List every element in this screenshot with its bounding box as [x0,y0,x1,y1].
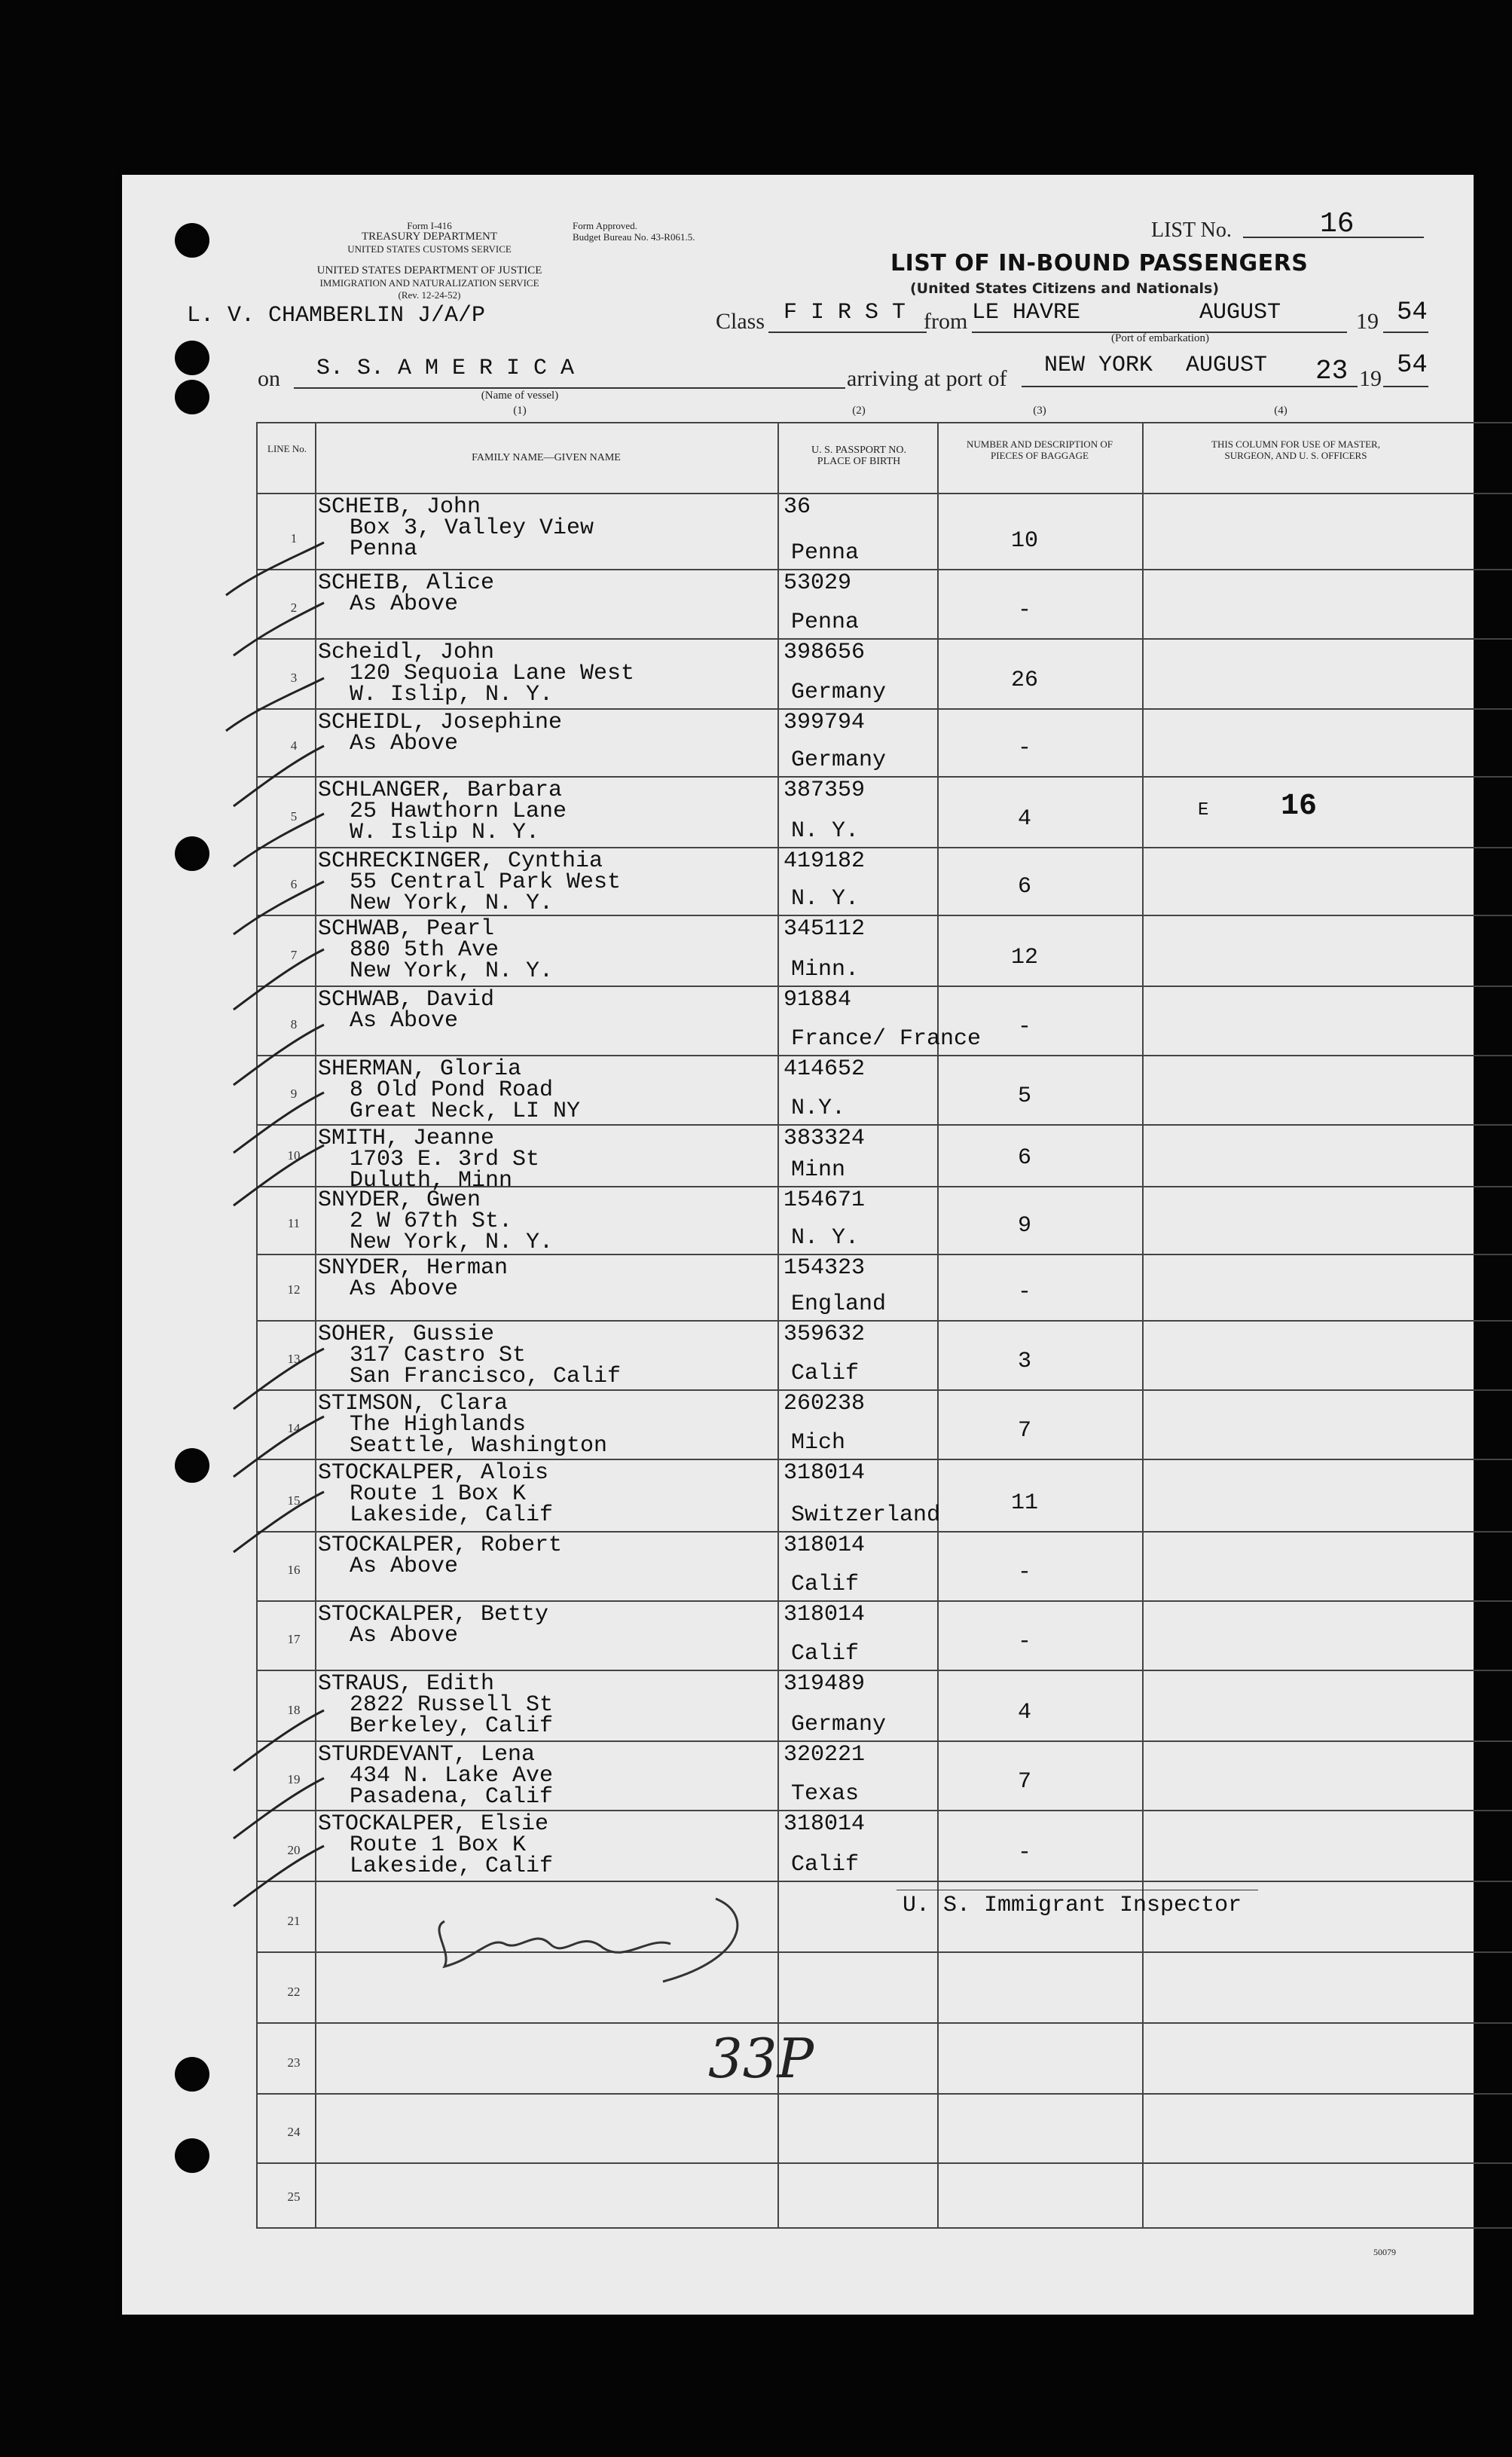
passenger-name: Scheidl, John [318,640,495,665]
on-label: on [258,366,280,391]
col-4-number: (4) [1274,405,1287,417]
passport-number: 91884 [783,987,852,1013]
list-title: LIST OF IN-BOUND PASSENGERS [890,250,1309,277]
row-line-number: 4 [290,738,298,753]
passenger-address: As Above [350,1623,459,1649]
passport-number: 414652 [783,1056,866,1082]
row-line-number: 1 [290,531,298,545]
row-line-number: 12 [287,1282,301,1297]
passport-number: 345112 [783,916,866,942]
col-2-number: (2) [852,405,866,417]
list-no-label: LIST No. [1151,219,1232,242]
place-of-birth: N. Y. [791,818,860,844]
depart-year-underline [1383,332,1428,333]
passenger-name: SCHWAB, Pearl [318,916,495,942]
passenger-address: 8 Old Pond Road [350,1077,554,1103]
passenger-name: SCHLANGER, Barbara [318,778,563,803]
punch-hole [175,380,209,414]
passenger-name: SHERMAN, Gloria [318,1056,522,1082]
passport-number: 383324 [783,1126,866,1151]
punch-hole [175,836,209,871]
passenger-address: 2822 Russell St [350,1692,554,1718]
passenger-address-2: New York, N. Y. [350,891,554,916]
passport-number: 154323 [783,1255,866,1281]
passenger-address-2: W. Islip, N. Y. [350,682,554,707]
place-of-birth: Calif [791,1641,860,1667]
place-of-birth: Penna [791,540,860,566]
officer-mark-prefix: E [1198,800,1209,821]
passenger-name: SCHEIDL, Josephine [318,710,563,735]
baggage-count: - [1017,1014,1031,1040]
revision: (Rev. 12-24-52) [398,289,461,301]
col-3-number: (3) [1033,405,1046,417]
row-line-number: 11 [287,1216,301,1230]
passenger-address: 55 Central Park West [350,869,622,895]
place-of-birth: Texas [791,1781,860,1807]
row-line-number: 24 [287,2125,301,2139]
from-label: from [924,309,968,334]
place-of-birth: Penna [791,610,860,635]
baggage-count: 7 [1017,1769,1031,1795]
baggage-count: 10 [1010,528,1038,554]
passenger-address: As Above [350,1554,459,1579]
passenger-name: STOCKALPER, Alois [318,1460,549,1486]
arrival-day: 23 [1315,356,1349,387]
passenger-address: 880 5th Ave [350,937,499,963]
passenger-address-2: Seattle, Washington [350,1433,608,1459]
passenger-address: 434 N. Lake Ave [350,1763,554,1789]
depart-year: 54 [1397,298,1428,327]
passport-number: 419182 [783,848,866,874]
passport-number: 398656 [783,640,866,665]
baggage-count: - [1017,1840,1031,1866]
passenger-name: STIMSON, Clara [318,1391,509,1416]
row-line-number: 19 [287,1772,301,1786]
row-line-number: 20 [287,1843,301,1857]
passenger-address-2: Penna [350,536,418,562]
baggage-count: 6 [1017,874,1031,900]
treasury-dept: TREASURY DEPARTMENT [361,231,498,243]
signature-scribble [422,1876,783,1989]
arrival-year: 54 [1397,351,1428,380]
passenger-name: SCHWAB, David [318,987,495,1013]
inspector-signature-label: U. S. Immigrant Inspector [903,1893,1242,1918]
baggage-count: 26 [1010,668,1038,693]
passenger-name: SNYDER, Gwen [318,1187,481,1213]
passport-number: 53029 [783,570,852,596]
passenger-address: As Above [350,731,459,756]
class-underline [768,332,927,333]
passenger-name: STRAUS, Edith [318,1671,495,1697]
row-line-number: 9 [290,1086,298,1101]
baggage-count: - [1017,1279,1031,1305]
tick-marks [211,512,347,1944]
passport-number: 359632 [783,1322,866,1347]
row-line-number: 2 [290,600,298,615]
row-line-number: 5 [290,809,298,824]
row-divider [256,2022,1512,2024]
passenger-name: SMITH, Jeanne [318,1126,495,1151]
place-of-birth: Minn [791,1157,846,1183]
place-of-birth: N.Y. [791,1096,846,1121]
row-line-number: 15 [287,1493,301,1508]
place-of-birth: France/ France [791,1026,982,1052]
row-line-number: 23 [287,2055,301,2070]
passenger-address: As Above [350,1008,459,1034]
list-no: 16 [1320,208,1355,240]
baggage-count: 12 [1010,945,1038,970]
passenger-name: SOHER, Gussie [318,1322,495,1347]
punch-hole [175,2138,209,2173]
passport-number: 36 [783,494,811,520]
place-of-birth: Mich [791,1430,846,1456]
header-name: FAMILY NAME—GIVEN NAME [472,452,621,463]
header-passport: U. S. PASSPORT NO. PLACE OF BIRTH [811,445,906,467]
budget-bureau: Budget Bureau No. 43-R061.5. [573,231,695,243]
row-line-number: 22 [287,1985,301,1999]
row-divider [256,2227,1512,2229]
row-line-number: 14 [287,1421,301,1435]
punch-hole [175,223,209,258]
passenger-name: SCHEIB, Alice [318,570,495,596]
row-divider [256,2162,1512,2164]
baggage-count: - [1017,735,1031,761]
row-line-number: 16 [287,1563,301,1577]
passport-number: 387359 [783,778,866,803]
baggage-count: 11 [1010,1490,1038,1516]
passenger-address-2: New York, N. Y. [350,958,554,984]
passenger-name: STOCKALPER, Robert [318,1533,563,1558]
passenger-name: STURDEVANT, Lena [318,1742,536,1768]
row-line-number: 21 [287,1914,301,1928]
header-officers: THIS COLUMN FOR USE OF MASTER, SURGEON, AND U. S. OFFICERS [1211,439,1380,461]
col-1-number: (1) [513,405,527,417]
class-label: Class [716,309,765,334]
arrival-month: AUGUST [1186,353,1268,378]
port-embark-label: (Port of embarkation) [1111,332,1209,344]
place-of-birth: N. Y. [791,886,860,912]
row-line-number: 17 [287,1632,301,1646]
baggage-count: 4 [1017,806,1031,832]
place-of-birth: Calif [791,1361,860,1386]
inspector-line: L. V. CHAMBERLIN J/A/P [187,303,486,329]
form-number: Form I-416 [407,220,452,231]
from-value: LE HAVRE [972,300,1081,325]
passport-number: 399794 [783,710,866,735]
passenger-address-2: Duluth, Minn [350,1168,513,1193]
row-divider [256,2093,1512,2095]
form-approved: Form Approved. [573,220,637,231]
vessel-label: (Name of vessel) [481,390,559,402]
passport-number: 260238 [783,1391,866,1416]
passenger-address-2: Lakeside, Calif [350,1853,554,1879]
arrival-year-underline [1383,386,1428,387]
passport-number: 318014 [783,1602,866,1627]
row-line-number: 25 [287,2190,301,2204]
passport-number: 318014 [783,1460,866,1486]
passport-number: 320221 [783,1742,866,1768]
place-of-birth: N. Y. [791,1225,860,1251]
handwritten-note: 33P [708,2027,814,2090]
vessel-underline [294,387,845,389]
punch-hole [175,1448,209,1483]
arriving-label: arriving at port of [847,366,1007,391]
passport-number: 318014 [783,1811,866,1837]
justice-dept: UNITED STATES DEPARTMENT OF JUSTICE [316,264,542,277]
punch-hole [175,2057,209,2092]
passenger-address: Route 1 Box K [350,1832,527,1858]
depart-month: AUGUST [1199,300,1281,325]
form-stamp-number: 50079 [1373,2247,1396,2257]
place-of-birth: England [791,1291,887,1317]
row-line-number: 6 [290,877,298,891]
place-of-birth: Germany [791,747,887,773]
passenger-name: STOCKALPER, Elsie [318,1811,549,1837]
passenger-address: The Highlands [350,1412,527,1438]
baggage-count: - [1017,1560,1031,1585]
row-line-number: 8 [290,1017,298,1031]
passenger-address: Route 1 Box K [350,1481,527,1507]
passenger-name: SCHRECKINGER, Cynthia [318,848,603,874]
arrival-port: NEW YORK [1044,353,1153,378]
passenger-name: SCHEIB, John [318,494,481,520]
header-line-no: LINE No. [267,443,307,454]
passenger-address: 120 Sequoia Lane West [350,661,635,686]
row-line-number: 7 [290,948,298,962]
passenger-address: Box 3, Valley View [350,515,594,541]
place-of-birth: Minn. [791,957,860,982]
passenger-address: 317 Castro St [350,1343,527,1368]
baggage-count: 3 [1017,1349,1031,1374]
place-of-birth: Calif [791,1572,860,1597]
header-baggage: NUMBER AND DESCRIPTION OF PIECES OF BAGGAGE [967,439,1113,461]
row-line-number: 3 [290,671,298,685]
baggage-count: - [1017,597,1031,623]
baggage-count: - [1017,1629,1031,1655]
place-of-birth: Calif [791,1852,860,1878]
row-line-number: 10 [287,1148,301,1163]
officer-mark: 16 [1281,790,1318,824]
passenger-address-2: Great Neck, LI NY [350,1099,581,1124]
arrival-underline [1022,386,1358,387]
baggage-count: 4 [1017,1700,1031,1725]
baggage-count: 9 [1017,1213,1031,1239]
baggage-count: 6 [1017,1145,1031,1171]
passenger-address: As Above [350,1276,459,1302]
passenger-address: 25 Hawthorn Lane [350,799,567,824]
table-top-border [256,422,1512,423]
passport-number: 154671 [783,1187,866,1213]
list-subtitle: (United States Citizens and Nationals) [910,280,1220,297]
passenger-name: SNYDER, Herman [318,1255,509,1281]
row-line-number: 18 [287,1703,301,1717]
row-line-number: 13 [287,1352,301,1366]
passenger-address-2: Lakeside, Calif [350,1502,554,1528]
punch-hole [175,341,209,375]
passenger-address-2: New York, N. Y. [350,1230,554,1255]
class-value: F I R S T [783,300,906,325]
passenger-address: 1703 E. 3rd St [350,1147,540,1172]
passenger-address: As Above [350,591,459,617]
passenger-address: 2 W 67th St. [350,1209,513,1234]
depart-year-prefix: 19 [1356,309,1379,334]
arrival-year-prefix: 19 [1359,366,1382,391]
passenger-address-2: Berkeley, Calif [350,1713,554,1739]
passport-number: 319489 [783,1671,866,1697]
baggage-divider [1142,422,1144,2227]
immigration-service: IMMIGRATION AND NATURALIZATION SERVICE [319,277,539,289]
passenger-address-2: W. Islip N. Y. [350,820,540,845]
passenger-address-2: Pasadena, Calif [350,1784,554,1810]
passport-number: 318014 [783,1533,866,1558]
passenger-name: STOCKALPER, Betty [318,1602,549,1627]
baggage-count: 7 [1017,1418,1031,1444]
passenger-address-2: San Francisco, Calif [350,1364,622,1389]
place-of-birth: Switzerland [791,1502,941,1528]
vessel-name: S. S. A M E R I C A [316,356,575,381]
place-of-birth: Germany [791,680,887,705]
baggage-count: 5 [1017,1083,1031,1109]
place-of-birth: Germany [791,1712,887,1737]
customs-service: UNITED STATES CUSTOMS SERVICE [347,243,512,255]
